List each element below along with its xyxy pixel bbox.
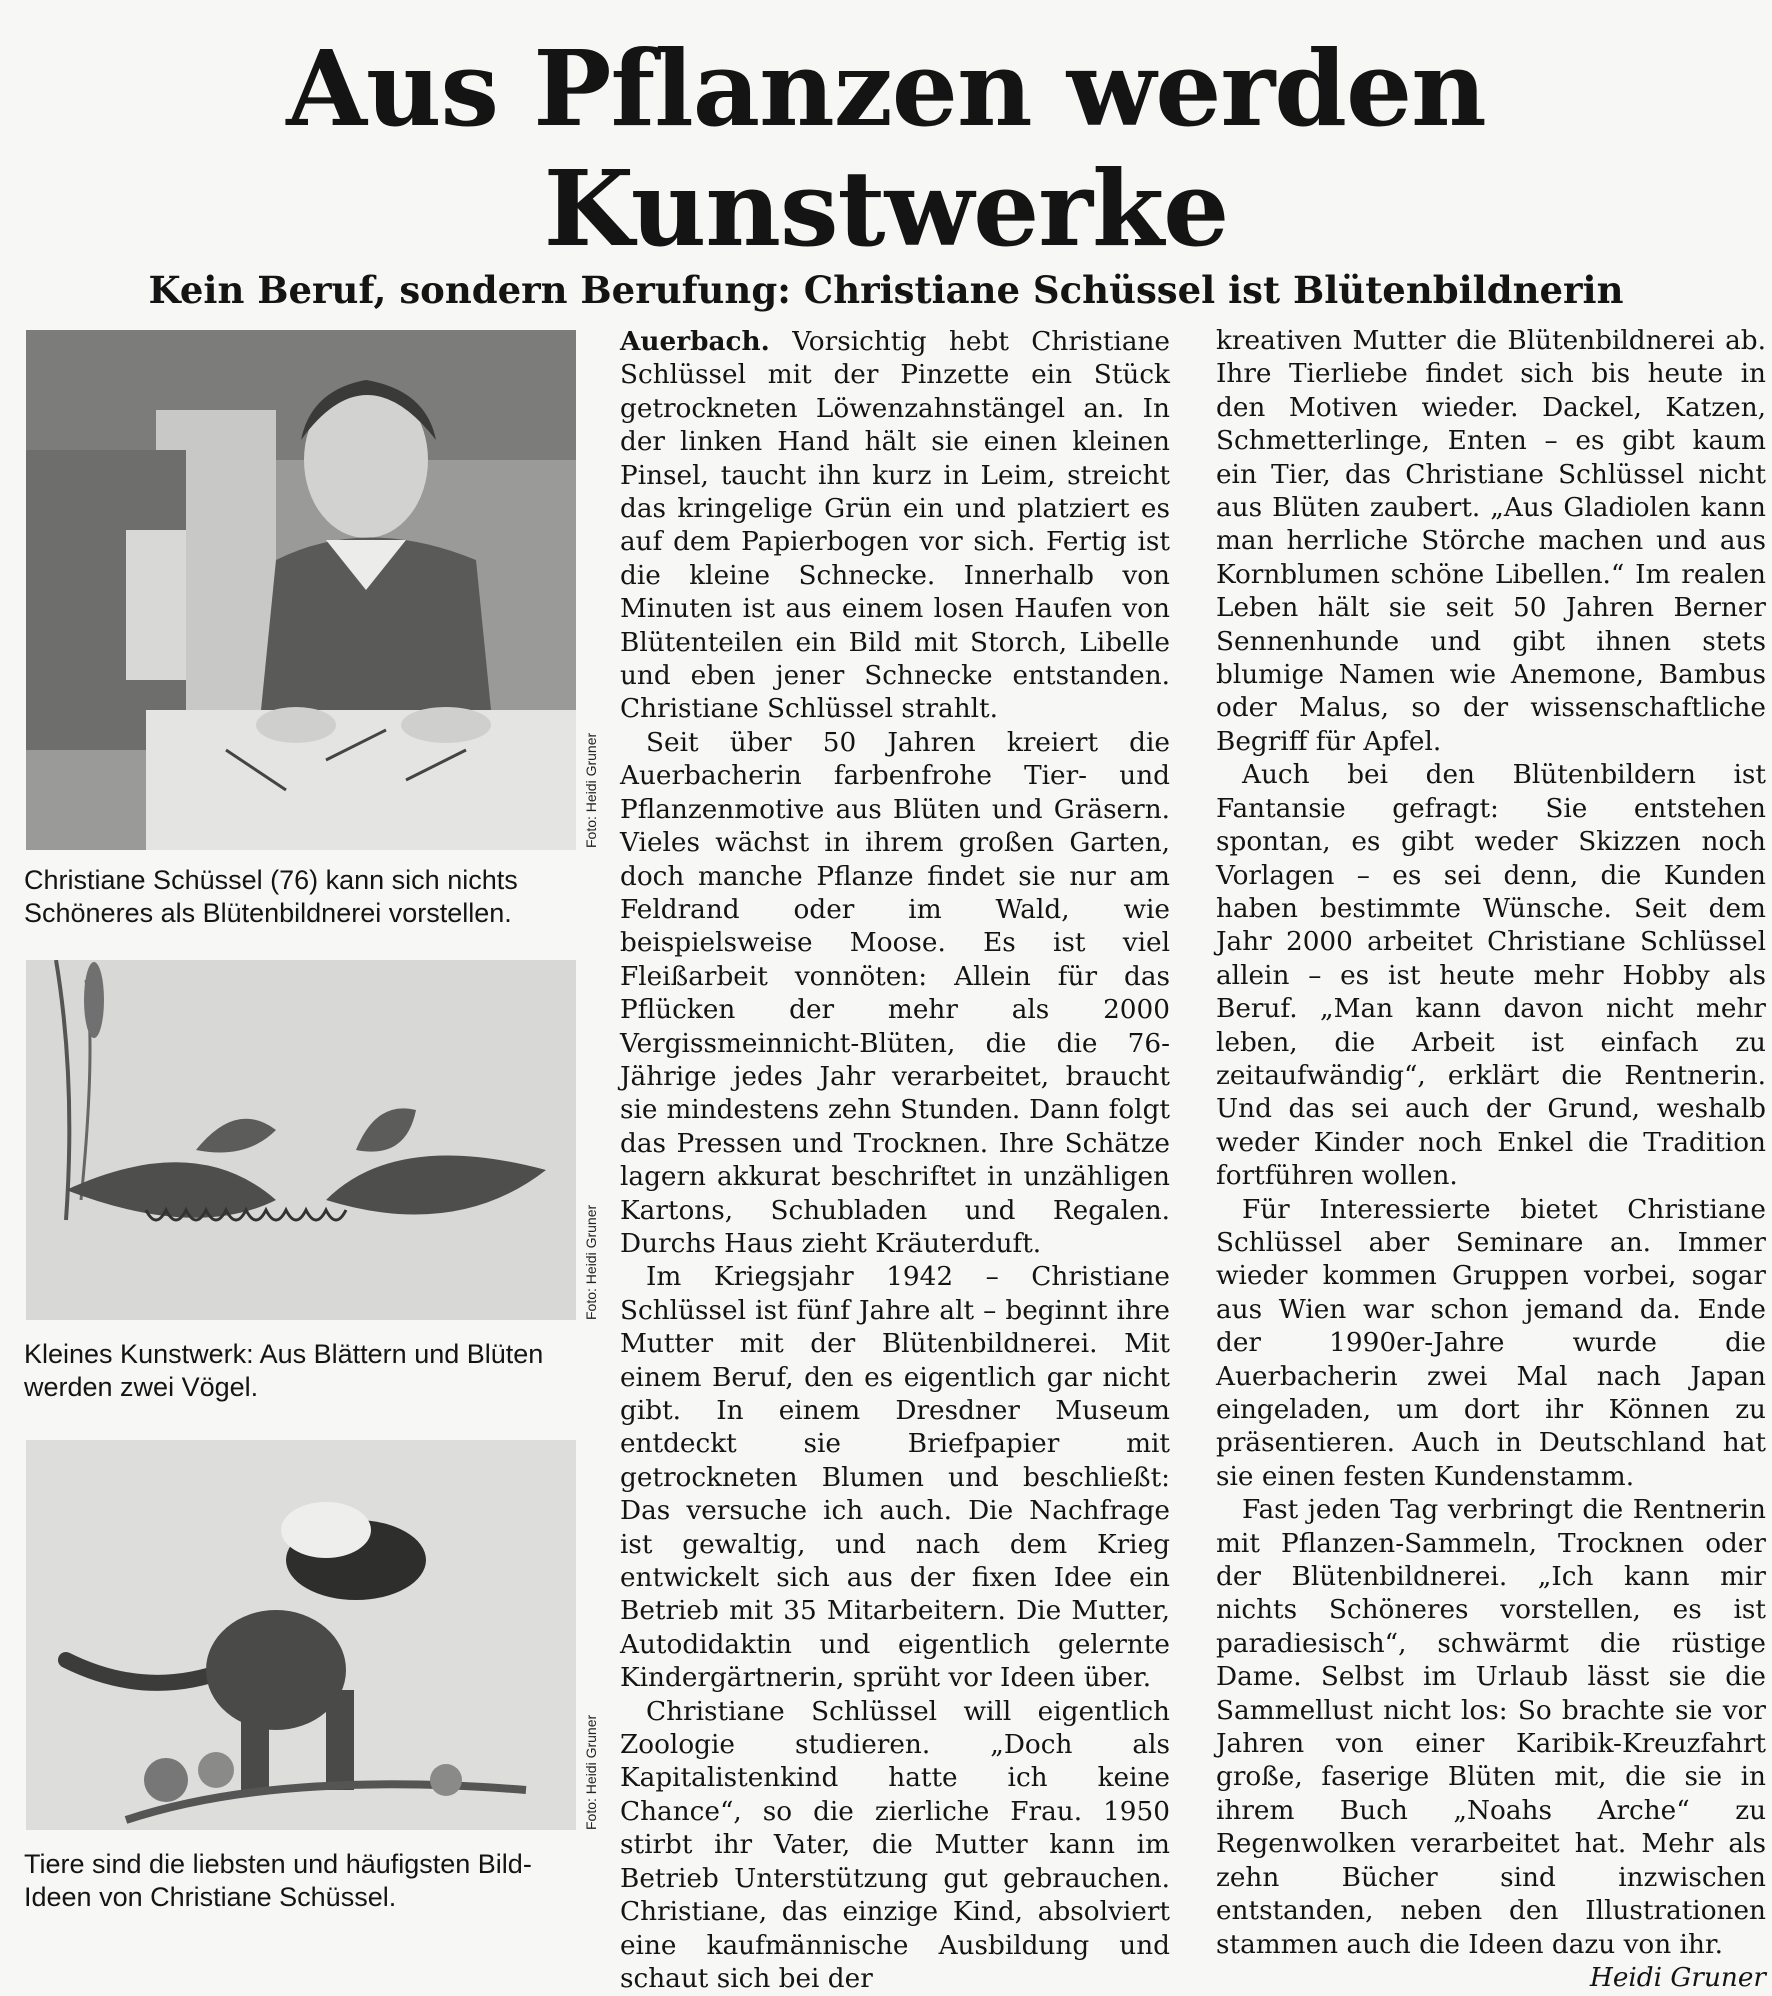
article-paragraph: kreativen Mutter die Blütenbildnerei ab. Ihre Tierliebe findet sich bis heute in den Motiven wieder. Dackel, Katzen, Schmetterlinge, Enten – es gibt kaum ein Tier, das Christiane Schlüssel nicht aus Blüten zaubert. „Aus Gladiolen kann man herrliche Störche machen und aus Kornblumen schöne Libellen.“ Im realen Leben hält sie seit 50 Jahren Berner Sennenhunde und gibt ihnen stets blumige Namen wie Anemone, Bambus oder Malus, so der wissenschaftliche Begriff für Apfel. [1216,326,1766,757]
article-paragraph: Auch bei den Blütenbildern ist Fantansie gefragt: Sie entstehen spontan, es gibt weder Skizzen noch Vorlagen – es sei denn, die Kunden haben bestimmte Wünsche. Seit dem Jahr 2000 arbeitet Christiane Schlüssel allein – es ist heute mehr Hobby als Beruf. „Man kann davon nicht mehr leben, die Arbeit ist einfach zu zeitaufwändig“, erklärt die Rentnerin. Und das sei auch der Grund, weshalb weder Kinder noch Enkel die Tradition fortführen wollen. [1216,760,1766,1192]
article-paragraph: Für Interessierte bietet Christiane Schlüssel aber Seminare an. Immer wieder kommen Gruppen vorbei, sogar aus Wien war schon jemand da. Ende der 1990er-Jahre wurde die Auerbacherin zwei Mal nach Japan eingeladen, um dort ihr Können zu präsentieren. Auch in Deutschland hat sie einen festen Kundenstamm. [1216,1194,1766,1492]
photo-birds [26,960,576,1320]
author-byline: Heidi Gruner [1589,1962,1766,1993]
photo-portrait [26,330,576,850]
photo-caption-1: Christiane Schüssel (76) kann sich nichts Schöneres als Blütenbildnerei vorstellen. [24,865,518,928]
article-column-1 [620,325,1170,1996]
headline-line-2: Kunstwerke [543,147,1229,270]
photo-credit-3: Foto: Heidi Gruner [583,1714,599,1830]
photo-credit-1: Foto: Heidi Gruner [583,732,599,848]
article-column-2 [1216,325,1766,1995]
photo-credit-2: Foto: Heidi Gruner [583,1204,599,1320]
paragraph-text: Vorsichtig hebt Christiane Schlüssel mit der Pinzette ein Stück getrockneten Löwenzahnstängel an. In der linken Hand hält sie einen kleinen Pinsel, taucht ihn kurz in Leim, streicht das kringelige Grün ein und platziert es auf dem Papierbogen vor sich. Fertig ist die kleine Schnecke. Innerhalb von Minuten ist aus einem losen Haufen von Blütenteilen ein Bild mit Storch, Libelle und eben jener Schnecke entstanden. Christiane Schlüssel strahlt. [620,327,1170,725]
subheadline: Kein Beruf, sondern Berufung: Christiane Schüssel ist Blütenbildnerin [148,268,1624,312]
photo-dog [26,1440,576,1830]
headline-line-1: Aus Pflanzen werden [286,27,1486,150]
article-paragraph: Seit über 50 Jahren kreiert die Auerbacherin farbenfrohe Tier- und Pflanzenmotive aus Blüten und Gräsern. Vieles wächst in ihrem großen Garten, doch manche Pflanze findet sie nur am Feldrand oder im Wald, wie beispielsweise Moose. Es ist viel Fleißarbeit vonnöten: Allein für das Pflücken der mehr als 2000 Vergissmeinnicht-Blüten, die die 76-Jährige jedes Jahr verarbeitet, braucht sie mindestens zehn Stunden. Dann folgt das Pressen und Trocknen. Ihre Schätze lagern akkurat beschriftet in unzähligen Kartons, Schubladen und Regalen. Durchs Haus zieht Kräuterduft. [620,727,1170,1259]
photo-caption-3: Tiere sind die liebsten und häufigsten Bild-Ideen von Christiane Schüssel. [24,1849,532,1912]
dateline: Auerbach. [620,326,770,357]
article-paragraph: Im Kriegsjahr 1942 – Christiane Schlüssel ist fünf Jahre alt – beginnt ihre Mutter mit der Blütenbildnerei. Mit einem Beruf, den es eigentlich gar nicht gibt. In einem Dresdner Museum entdeckt sie Briefpapier mit getrockneten Blumen und beschließt: Das versuche ich auch. Die Nachfrage ist gewaltig, und nach dem Krieg entwickelt sich aus der fixen Idee ein Betrieb mit 35 Mitarbeitern. Die Mutter, Autodidaktin und eigentlich gelernte Kindergärtnerin, sprüht vor Ideen über. [620,1262,1170,1694]
dog-illustration [26,1440,576,1830]
birds-illustration [26,960,576,1320]
article-paragraph: Christiane Schlüssel will eigentlich Zoologie studieren. „Doch als Kapitalistenkind hatte ich keine Chance“, so die zierliche Frau. 1950 stirbt ihr Vater, die Mutter kann im Betrieb Unterstützung gut gebrauchen. Christiane, das einzige Kind, absolviert eine kaufmännische Ausbildung und schaut sich bei der [620,1696,1170,1994]
article-paragraph [620,325,1170,727]
photo-caption-2: Kleines Kunstwerk: Aus Blättern und Blüten werden zwei Vögel. [24,1339,544,1402]
article-paragraph: Fast jeden Tag verbringt die Rentnerin mit Pflanzen-Sammeln, Trocknen oder der Blütenbildnerei. „Ich kann mir nichts Schöneres vorstellen, es ist paradiesisch“, schwärmt die rüstige Dame. Selbst im Urlaub lässt sie die Sammellust nicht los: So brachte sie vor Jahren von einer Karibik-Kreuzfahrt große, faserige Blüten mit, die sie in ihrem Buch „Noahs Arche“ zu Regenwolken verarbeitet hat. Mehr als zehn Bücher sind inzwischen entstanden, neben den Illustrationen stammen auch die Ideen dazu von ihr. [1216,1495,1766,1960]
portrait-illustration [26,330,576,850]
